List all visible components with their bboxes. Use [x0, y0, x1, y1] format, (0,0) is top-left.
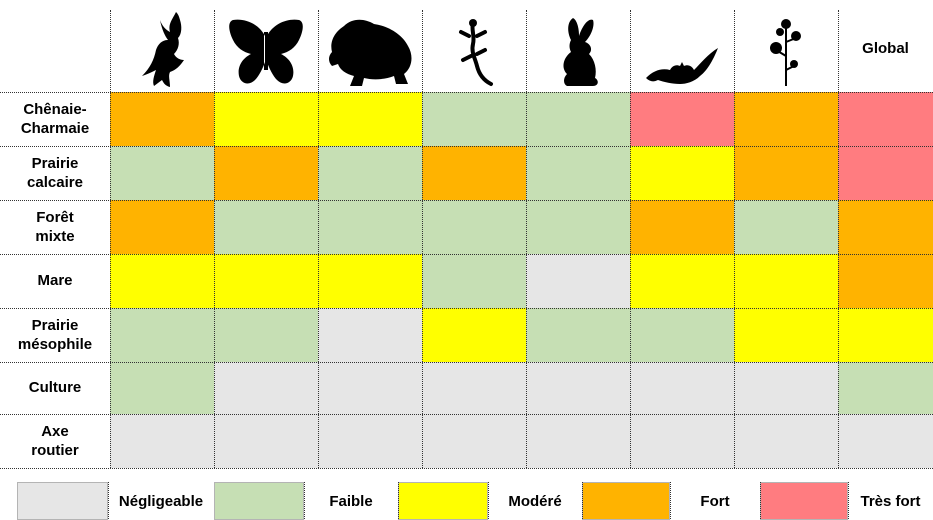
- row-label: Mare: [37, 272, 73, 290]
- matrix-cell: [630, 200, 734, 254]
- matrix-cell: [110, 414, 214, 468]
- matrix-cell: [630, 414, 734, 468]
- legend-swatch-modere: [398, 482, 488, 520]
- legend-separator: [670, 482, 671, 519]
- grid-vertical-line: [838, 92, 839, 468]
- legend-separator: [848, 482, 849, 519]
- matrix-cell: [318, 146, 422, 200]
- matrix-cell: [318, 200, 422, 254]
- matrix-cell: [110, 146, 214, 200]
- grid-horizontal-line: [0, 146, 933, 147]
- matrix-cell: [734, 362, 838, 414]
- matrix-cell: [734, 308, 838, 362]
- matrix-cell: [734, 200, 838, 254]
- matrix-cell: [734, 254, 838, 308]
- grid-vertical-line: [630, 92, 631, 468]
- matrix-cell: [630, 362, 734, 414]
- matrix-cell: [734, 146, 838, 200]
- matrix-cell: [838, 254, 933, 308]
- matrix-cell: [838, 200, 933, 254]
- matrix-cell: [422, 308, 526, 362]
- matrix-cell: [110, 362, 214, 414]
- matrix-cell: [422, 362, 526, 414]
- legend-swatch-tres-fort: [760, 482, 848, 520]
- global-column-header: Global: [862, 40, 909, 58]
- grid-horizontal-line: [0, 308, 933, 309]
- matrix-cell: [526, 92, 630, 146]
- lizard-icon: [422, 10, 526, 88]
- matrix-cell: [318, 308, 422, 362]
- grid-horizontal-line: [0, 254, 933, 255]
- legend-label-faible: Faible: [329, 492, 373, 510]
- matrix-cell: [110, 308, 214, 362]
- legend-separator: [488, 482, 489, 519]
- legend-swatch-negligeable: [17, 482, 108, 520]
- row-label: Prairie mésophile: [17, 316, 93, 353]
- matrix-cell: [422, 254, 526, 308]
- grid-vertical-line: [214, 92, 215, 468]
- legend-separator: [304, 482, 305, 519]
- matrix-cell: [838, 146, 933, 200]
- grid-horizontal-line: [0, 468, 933, 469]
- grid-vertical-line: [526, 92, 527, 468]
- matrix-cell: [110, 200, 214, 254]
- matrix-cell: [630, 146, 734, 200]
- matrix-cell: [318, 254, 422, 308]
- row-label: Forêt mixte: [35, 208, 75, 245]
- grid-vertical-line: [318, 92, 319, 468]
- matrix-cell: [214, 200, 318, 254]
- matrix-cell: [214, 362, 318, 414]
- legend-swatch-fort: [582, 482, 670, 520]
- legend-label-modere: Modéré: [508, 492, 562, 510]
- matrix-cell: [838, 92, 933, 146]
- matrix-cell: [838, 308, 933, 362]
- toad-icon: [318, 10, 422, 88]
- matrix-cell: [422, 92, 526, 146]
- matrix-cell: [526, 254, 630, 308]
- legend-label-tres-fort: Très fort: [860, 492, 921, 510]
- matrix-cell: [734, 414, 838, 468]
- matrix-cell: [422, 200, 526, 254]
- grid-horizontal-line: [0, 200, 933, 201]
- matrix-cell: [526, 362, 630, 414]
- matrix-cell: [318, 362, 422, 414]
- matrix-cell: [214, 146, 318, 200]
- flowering-plant-icon: [734, 10, 838, 88]
- bird-of-prey-icon: [110, 10, 214, 88]
- matrix-cell: [526, 200, 630, 254]
- matrix-cell: [838, 414, 933, 468]
- matrix-cell: [110, 254, 214, 308]
- legend-separator: [582, 482, 583, 519]
- legend-separator: [760, 482, 761, 519]
- grid-vertical-line: [422, 92, 423, 468]
- butterfly-icon: [214, 10, 318, 88]
- matrix-cell: [838, 362, 933, 414]
- matrix-cell: [526, 414, 630, 468]
- matrix-cell: [630, 92, 734, 146]
- row-label: Prairie calcaire: [27, 154, 83, 191]
- bat-icon: [630, 10, 734, 88]
- matrix-cell: [110, 92, 214, 146]
- grid-horizontal-line: [0, 362, 933, 363]
- matrix-cell: [526, 146, 630, 200]
- matrix-cell: [214, 414, 318, 468]
- matrix-cell: [214, 92, 318, 146]
- matrix-cell: [734, 92, 838, 146]
- grid-horizontal-line: [0, 92, 933, 93]
- matrix-cell: [630, 308, 734, 362]
- matrix-cell: [318, 414, 422, 468]
- legend-separator: [398, 482, 399, 519]
- matrix-cell: [214, 254, 318, 308]
- legend-swatch-faible: [214, 482, 304, 520]
- matrix-cell: [318, 92, 422, 146]
- matrix-cell: [526, 308, 630, 362]
- rabbit-icon: [526, 10, 630, 88]
- row-label: Culture: [28, 379, 82, 397]
- legend-label-negligeable: Négligeable: [118, 492, 204, 510]
- grid-vertical-line: [734, 92, 735, 468]
- legend-label-fort: Fort: [700, 492, 730, 510]
- matrix-cell: [630, 254, 734, 308]
- row-label: Chênaie- Charmaie: [20, 100, 90, 137]
- grid-horizontal-line: [0, 414, 933, 415]
- row-label: Axe routier: [31, 422, 79, 459]
- legend-separator: [108, 482, 109, 519]
- matrix-cell: [422, 414, 526, 468]
- matrix-cell: [422, 146, 526, 200]
- matrix-cell: [214, 308, 318, 362]
